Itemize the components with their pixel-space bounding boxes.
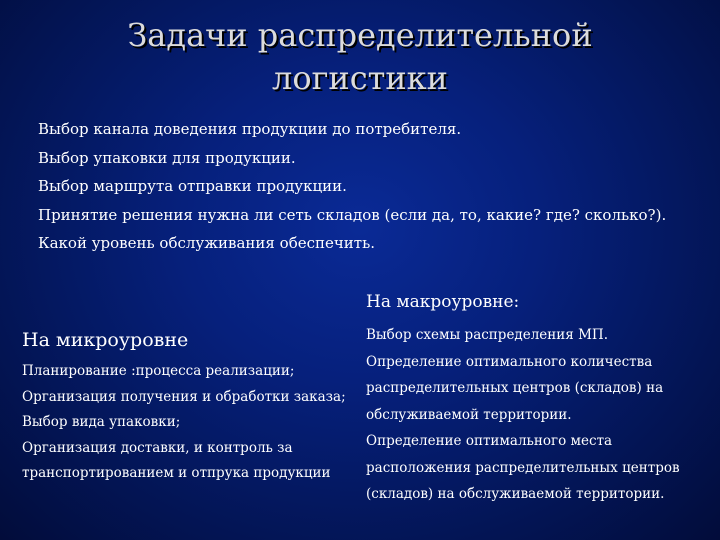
slide-title-line-1: Задачи распределительной	[127, 16, 593, 54]
macro-level-line: Определение оптимального места	[366, 433, 613, 449]
tasks-list-item: Принятие решения нужна ли сеть складов (если да, то, какие? где? сколько?).	[38, 205, 667, 224]
tasks-list-item: Какой уровень обслуживания обеспечить.	[38, 234, 376, 252]
tasks-list-item: Выбор маршрута отправки продукции.	[38, 177, 347, 195]
micro-level-line: транспортированием и отпрука продукции	[22, 465, 331, 482]
micro-level-line: Выбор вида упаковки;	[22, 414, 181, 431]
micro-level-heading: На микроуровне	[22, 329, 189, 351]
macro-level-text	[366, 322, 706, 508]
macro-level-line: распределительных центров (складов) на	[366, 380, 664, 396]
macro-level-line: Определение оптимального количества	[366, 353, 653, 370]
micro-level-line: Планирование :процесса реализации;	[22, 363, 295, 379]
micro-level-text	[22, 359, 362, 487]
macro-level-line: обслуживаемой территории.	[366, 406, 572, 423]
slide-title	[40, 14, 680, 100]
macro-level-heading: На макроуровне:	[366, 292, 520, 312]
micro-level-line: Организация получения и обработки заказа;	[22, 388, 346, 405]
micro-level-line: Организация доставки, и контроль за	[22, 439, 293, 456]
tasks-list-item: Выбор упаковки для продукции.	[38, 148, 296, 167]
tasks-list	[38, 115, 703, 258]
macro-level-line: расположения распределительных центров	[366, 459, 680, 476]
macro-level-line: (складов) на обслуживаемой территории.	[366, 486, 665, 502]
slide-title-line-2: логистики	[272, 59, 448, 97]
macro-level-line: Выбор схемы распределения МП.	[366, 327, 608, 343]
tasks-list-item: Выбор канала доведения продукции до потребителя.	[38, 120, 462, 138]
